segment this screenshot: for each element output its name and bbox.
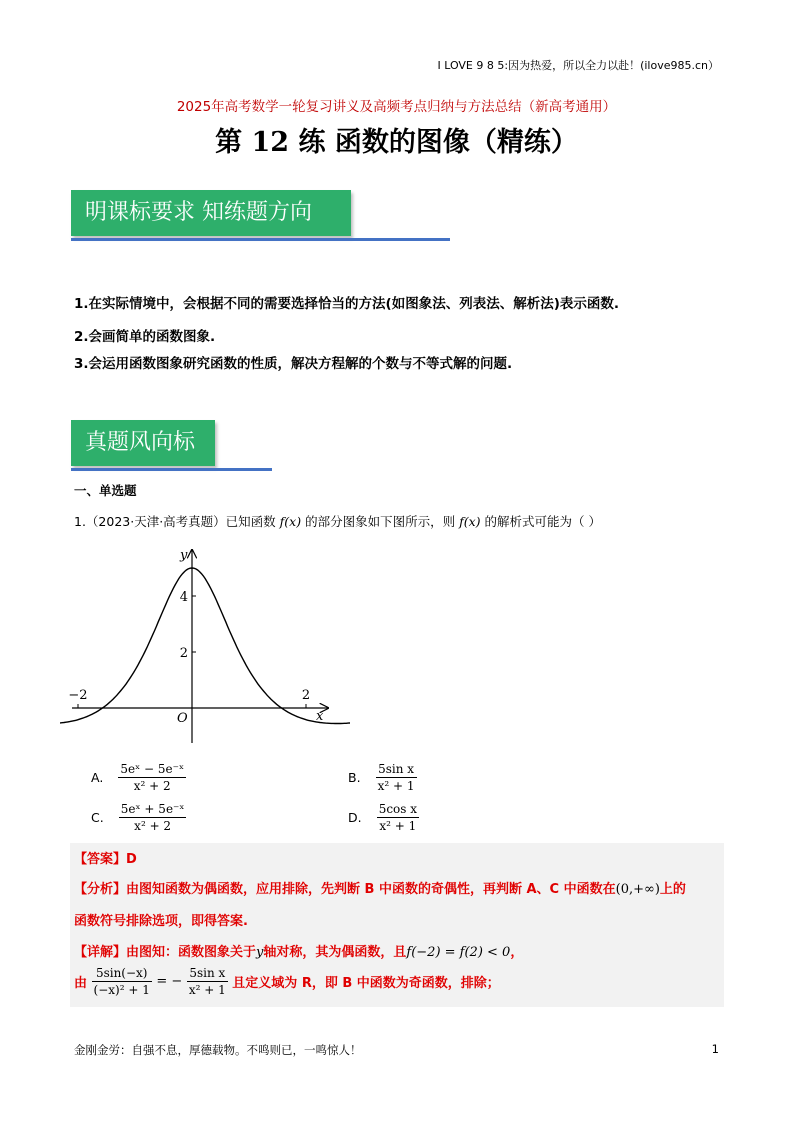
detail2-eq: = −	[156, 974, 183, 989]
requirement-1: 1.在实际情境中，会根据不同的需要选择恰当的方法(如图象法、列表法、解析法)表示函数.	[74, 296, 619, 312]
detail2-lhs-den: (−x)² + 1	[93, 983, 150, 997]
option-a-formula	[118, 762, 186, 793]
y-tick-label: 2	[179, 646, 188, 661]
series-title: 2025年高考数学一轮复习讲义及高频考点归纳与方法总结（新高考通用）	[176, 99, 617, 115]
detail2-rhs-den: x² + 1	[188, 983, 226, 997]
option-b-label: B.	[348, 770, 361, 785]
option-c-numerator: 5eˣ + 5e⁻ˣ	[120, 802, 185, 816]
detail2-lhs-num: 5sin(−x)	[92, 966, 152, 982]
question-middle: 的部分图象如下图所示，则	[305, 514, 456, 529]
banner-underline	[71, 238, 450, 241]
x-axis-label: x	[316, 709, 324, 724]
analysis-text-end: 上的	[659, 882, 686, 897]
analysis-text: 【分析】由图知函数为偶函数，应用排除，先判断 B 中函数的奇偶性，再判断 A、C 中函数在	[74, 882, 616, 897]
detail2-lhs-fraction	[92, 966, 152, 997]
option-c-formula	[119, 802, 187, 833]
banner-standards-label: 明课标要求 知练题方向	[71, 190, 351, 236]
option-a-numerator: 5eˣ − 5e⁻ˣ	[120, 762, 185, 776]
question-fx2: f(x)	[459, 514, 481, 529]
section-heading: 一、单选题	[74, 483, 137, 498]
header-note: I LOVE 9 8 5:因为热爱，所以全力以赴！(ilove985.cn）	[437, 59, 719, 72]
x-tick-label: −2	[68, 688, 88, 703]
option-b-numerator: 5sin x	[376, 762, 417, 778]
requirement-2: 2.会画简单的函数图象.	[74, 329, 216, 345]
detail-line-2	[74, 966, 500, 997]
detail-y: y	[256, 945, 264, 960]
option-d-label: D.	[348, 810, 362, 825]
function-graph	[60, 540, 350, 750]
analysis-line-2: 函数符号排除选项，即得答案.	[74, 914, 248, 929]
option-a-label: A.	[91, 770, 104, 785]
detail-text-3: ，	[510, 945, 524, 960]
analysis-line	[74, 878, 686, 897]
detail2-rhs-num: 5sin x	[187, 966, 228, 982]
option-d-formula	[377, 802, 419, 833]
option-b-formula	[376, 762, 417, 793]
option-d-denominator: x² + 1	[379, 819, 417, 833]
page-title: 第 12 练 函数的图像（精练）	[215, 127, 578, 158]
option-a-denominator: x² + 2	[133, 779, 171, 793]
question-prefix: 1.（2023·天津·高考真题）已知函数	[74, 514, 276, 529]
banner-exam	[71, 420, 215, 466]
banner-exam-label: 真题风向标	[71, 420, 215, 466]
y-tick-label: 4	[179, 590, 188, 605]
option-a	[91, 762, 186, 793]
detail-line	[74, 941, 523, 960]
option-b-denominator: x² + 1	[377, 779, 415, 793]
option-b	[348, 762, 417, 793]
option-c-label: C.	[91, 810, 104, 825]
banner-underline	[71, 468, 272, 471]
detail2-rhs-fraction	[187, 966, 228, 997]
option-d-numerator: 5cos x	[378, 802, 418, 816]
detail-text-2: 轴对称，其为偶函数，且	[263, 945, 407, 960]
x-tick-label: 2	[301, 688, 311, 703]
option-d	[348, 802, 419, 833]
question-fx: f(x)	[279, 514, 302, 529]
answer-line: 【答案】D	[74, 852, 137, 867]
detail2-prefix: 由	[74, 976, 88, 991]
detail-math: f(−2) = f(2) < 0	[406, 945, 511, 960]
footer-motto: 金刚金労：自强不息，厚德载物。不鸣则已，一鸣惊人！	[74, 1043, 362, 1057]
analysis-interval: (0,+∞)	[615, 882, 660, 897]
banner-standards	[71, 190, 351, 236]
y-axis-label: y	[180, 548, 188, 563]
question-1	[74, 512, 601, 530]
question-suffix: 的解析式可能为（ ）	[484, 514, 601, 529]
origin-label: O	[177, 711, 188, 726]
option-c	[91, 802, 186, 833]
detail-text: 【详解】由图知：函数图象关于	[74, 945, 257, 960]
detail2-suffix: 且定义域为 R，即 B 中函数为奇函数，排除；	[232, 976, 500, 991]
option-c-denominator: x² + 2	[134, 819, 172, 833]
page-number: 1	[711, 1042, 719, 1056]
requirement-3: 3.会运用函数图象研究函数的性质，解决方程解的个数与不等式解的问题.	[74, 356, 513, 372]
